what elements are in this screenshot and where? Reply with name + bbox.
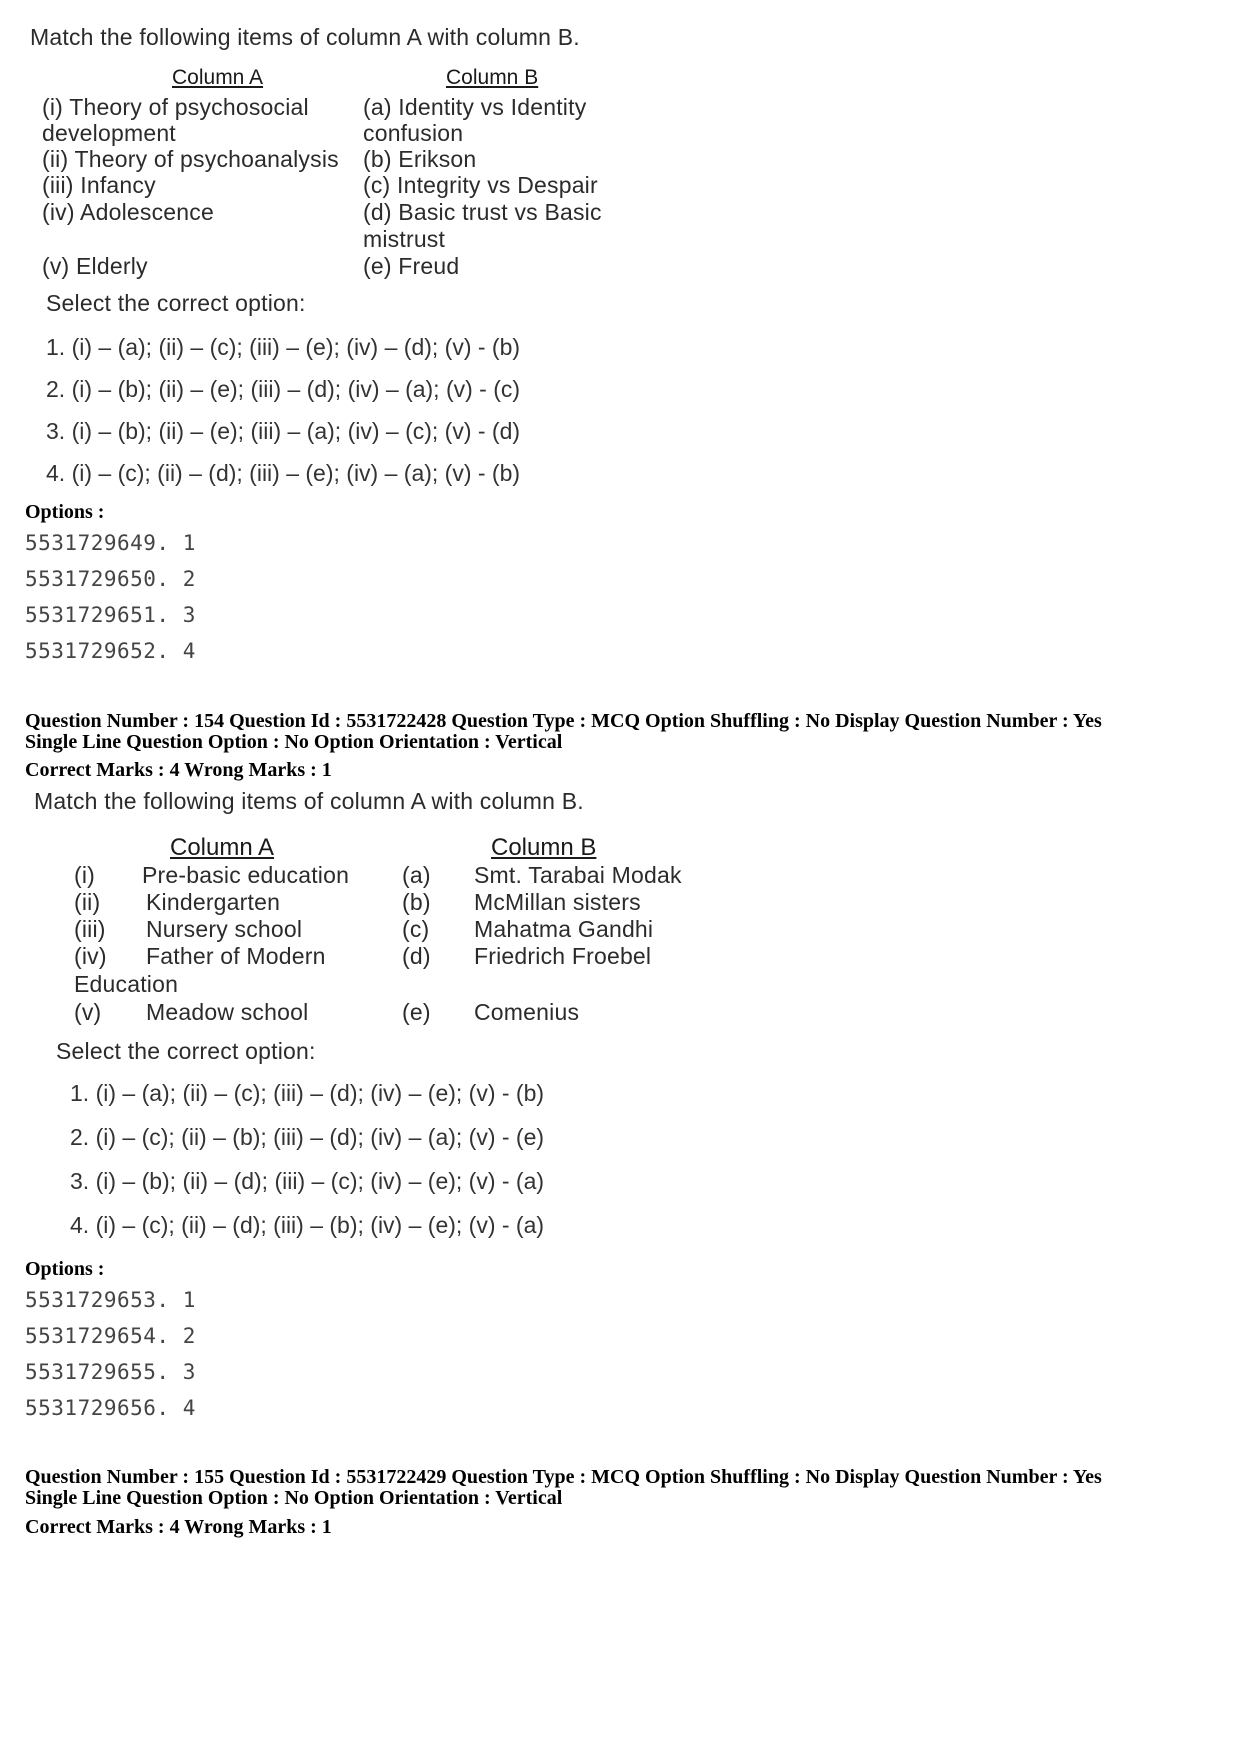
- q154-row-num: (v): [74, 999, 102, 1025]
- q153-option-id: 5531729649. 1: [25, 531, 196, 555]
- q154-column-a-header: Column A: [170, 834, 275, 861]
- q153-instruction: Match the following items of column A with column B.: [30, 24, 580, 50]
- q153-choice: 3. (i) – (b); (ii) – (e); (iii) – (a); (iv) – (c); (v) - (d): [46, 418, 521, 444]
- q153-col-a-item: (ii) Theory of psychoanalysis: [42, 146, 339, 172]
- q153-col-b-item: (a) Identity vs Identity: [363, 94, 587, 120]
- q153-col-a-item: (v) Elderly: [42, 253, 148, 279]
- q154-row-num: (ii): [74, 889, 101, 915]
- q154-option-id: 5531729655. 3: [25, 1360, 196, 1384]
- q154-col-a-item: Meadow school: [146, 999, 309, 1025]
- q153-col-b-item: (e) Freud: [363, 253, 460, 279]
- q154-meta-line2: Single Line Question Option : No Option Orientation : Vertical: [25, 731, 563, 753]
- q154-row-letter: (c): [402, 916, 430, 942]
- q154-row-letter: (b): [402, 889, 431, 915]
- q154-option-id: 5531729653. 1: [25, 1288, 196, 1312]
- q153-col-a-item: (iv) Adolescence: [42, 199, 214, 225]
- q154-col-a-item-cont: Education: [74, 971, 179, 997]
- q155-meta-line2: Single Line Question Option : No Option Orientation : Vertical: [25, 1487, 563, 1509]
- q154-option-id: 5531729654. 2: [25, 1324, 196, 1348]
- q153-choice: 2. (i) – (b); (ii) – (e); (iii) – (d); (iv) – (a); (v) - (c): [46, 376, 521, 402]
- q154-col-a-item: Father of Modern: [146, 943, 326, 969]
- q154-row-num: (iv): [74, 943, 107, 969]
- q155-meta-line1: Question Number : 155 Question Id : 5531722429 Question Type : MCQ Option Shuffling : No Display Question Number : Yes: [25, 1466, 1102, 1488]
- q154-choice: 2. (i) – (c); (ii) – (b); (iii) – (d); (iv) – (a); (v) - (e): [70, 1124, 545, 1150]
- q154-select-label: Select the correct option:: [56, 1038, 316, 1064]
- q153-choice: 4. (i) – (c); (ii) – (d); (iii) – (e); (iv) – (a); (v) - (b): [46, 460, 521, 486]
- q154-option-id: 5531729656. 4: [25, 1396, 196, 1420]
- q153-option-id: 5531729650. 2: [25, 567, 196, 591]
- q154-choice: 3. (i) – (b); (ii) – (d); (iii) – (c); (iv) – (e); (v) - (a): [70, 1168, 545, 1194]
- q154-col-b-item: Comenius: [474, 999, 580, 1025]
- q154-row-letter: (e): [402, 999, 431, 1025]
- q153-option-id: 5531729652. 4: [25, 639, 196, 663]
- q154-choice: 4. (i) – (c); (ii) – (d); (iii) – (b); (iv) – (e); (v) - (a): [70, 1212, 545, 1238]
- q154-column-b-header: Column B: [491, 834, 597, 861]
- q153-col-a-item: (i) Theory of psychosocial: [42, 94, 309, 120]
- q154-col-b-item: Mahatma Gandhi: [474, 916, 654, 942]
- q153-column-b-header: Column B: [446, 66, 539, 89]
- q154-col-b-item: McMillan sisters: [474, 889, 641, 915]
- q153-col-b-item: confusion: [363, 120, 464, 146]
- q154-row-num: (iii): [74, 916, 106, 942]
- q153-col-b-item: (d) Basic trust vs Basic: [363, 199, 602, 225]
- q153-col-b-item: (c) Integrity vs Despair: [363, 172, 598, 198]
- q154-meta-line1: Question Number : 154 Question Id : 5531722428 Question Type : MCQ Option Shuffling : No Display Question Number : Yes: [25, 710, 1102, 732]
- q154-col-a-item: Nursery school: [146, 916, 303, 942]
- q154-col-b-item: Smt. Tarabai Modak: [474, 862, 682, 888]
- q154-instruction: Match the following items of column A with column B.: [34, 788, 584, 814]
- q154-col-a-item: Pre-basic education: [142, 862, 350, 888]
- q153-col-a-item: development: [42, 120, 176, 146]
- q154-choice: 1. (i) – (a); (ii) – (c); (iii) – (d); (iv) – (e); (v) - (b): [70, 1080, 545, 1106]
- q153-col-a-item: (iii) Infancy: [42, 172, 156, 198]
- q154-col-b-item: Friedrich Froebel: [474, 943, 652, 969]
- q154-row-letter: (d): [402, 943, 431, 969]
- q153-col-b-item: mistrust: [363, 226, 446, 252]
- q153-column-a-header: Column A: [172, 66, 264, 89]
- q153-option-id: 5531729651. 3: [25, 603, 196, 627]
- q153-select-label: Select the correct option:: [46, 290, 306, 316]
- q153-options-label: Options :: [25, 501, 105, 523]
- q154-options-label: Options :: [25, 1258, 105, 1280]
- q154-row-num: (i): [74, 862, 96, 888]
- q153-choice: 1. (i) – (a); (ii) – (c); (iii) – (e); (iv) – (d); (v) - (b): [46, 334, 521, 360]
- q154-row-letter: (a): [402, 862, 431, 888]
- q154-col-a-item: Kindergarten: [146, 889, 281, 915]
- q154-marks: Correct Marks : 4 Wrong Marks : 1: [25, 759, 332, 781]
- q155-marks: Correct Marks : 4 Wrong Marks : 1: [25, 1516, 332, 1538]
- q153-col-b-item: (b) Erikson: [363, 146, 477, 172]
